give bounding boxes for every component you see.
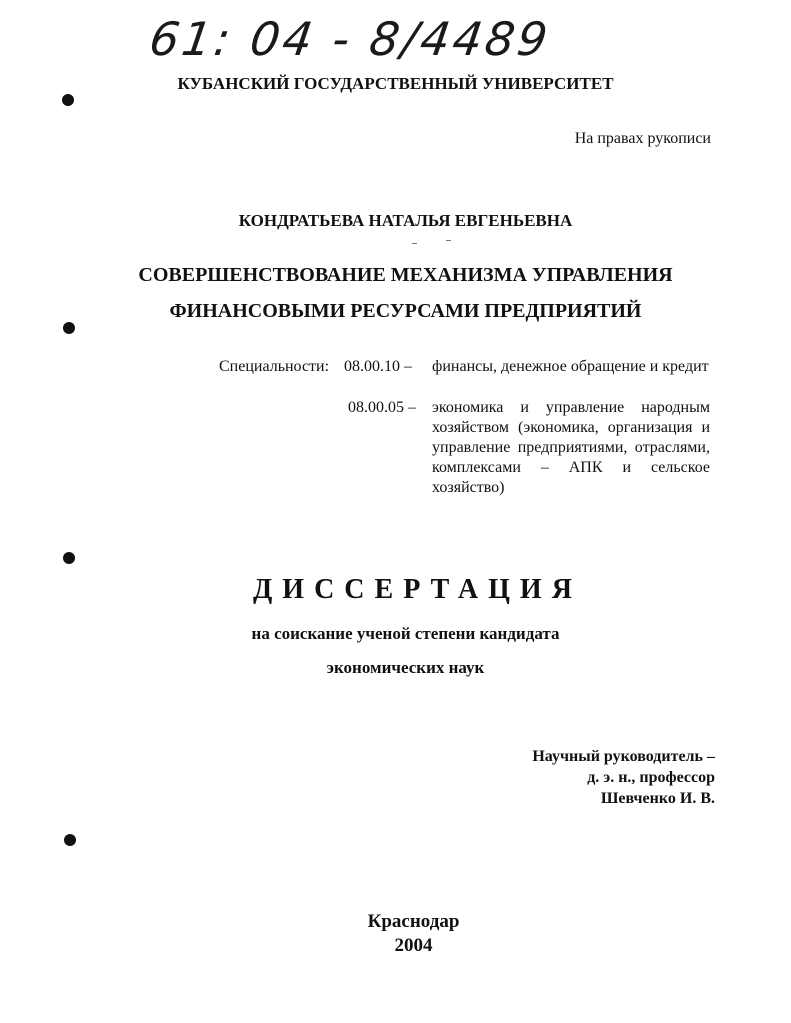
advisor-role: Научный руководитель – [532,748,715,765]
city: Краснодар [367,911,460,932]
dissertation-title-line-2: ФИНАНСОВЫМИ РЕСУРСАМИ ПРЕДПРИЯТИЙ [169,300,642,322]
specialties-label: Специальности: [219,358,330,375]
specialty-code: 08.00.10 – [344,358,412,375]
scientific-advisor [532,746,715,809]
author-name: КОНДРАТЬЕВА НАТАЛЬЯ ЕВГЕНЬЕВНА [238,211,573,230]
scan-speck [412,243,417,244]
punch-hole-mark [63,552,75,564]
advisor-name: Шевченко И. В. [600,790,715,807]
punch-hole-mark [62,94,74,106]
punch-hole-mark [63,322,75,334]
dissertation-title-line-1: СОВЕРШЕНСТВОВАНИЕ МЕХАНИЗМА УПРАВЛЕНИЯ [138,264,673,286]
specialty-description: финансы, денежное обращение и кредит [432,358,709,375]
degree-line-2: экономических наук [326,658,485,677]
place-and-year [18,910,791,958]
specialty-description: экономика и управление народным хозяйством (экономика, организация и управление предприятиями, отраслями, комплексами – АПК и сельское хозяйство) [432,399,710,496]
scan-speck [446,240,451,241]
degree-line-1: на соискание ученой степени кандидата [251,624,560,643]
punch-hole-mark [64,834,76,846]
handwritten-catalog-number: 61: 04 - 8/4489 [146,12,554,66]
manuscript-note: На правах рукописи [574,130,711,147]
university-name: КУБАНСКИЙ ГОСУДАРСТВЕННЫЙ УНИВЕРСИТЕТ [177,74,614,93]
advisor-degree: д. э. н., профессор [587,769,715,786]
year: 2004 [394,935,433,956]
dissertation-heading: ДИССЕРТАЦИЯ [253,574,582,605]
specialty-code: 08.00.05 – [348,399,416,416]
